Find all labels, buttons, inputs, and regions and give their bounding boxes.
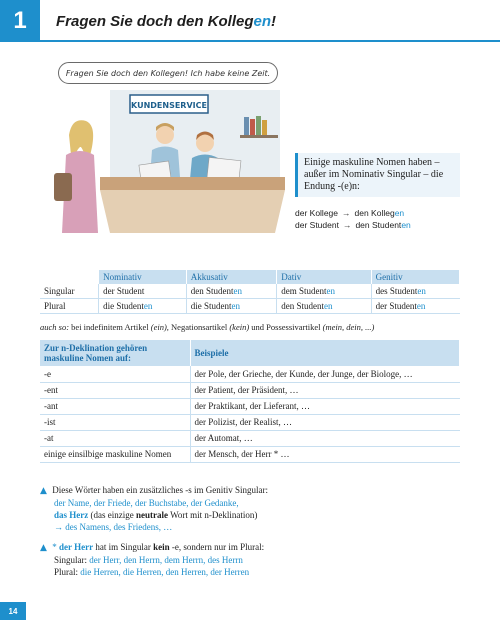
table-row: Plural die Studenten die Studenten den Studenten der Studenten: [40, 299, 460, 314]
page-title: Fragen Sie doch den Kollegen!: [56, 13, 277, 30]
intro-section: [295, 153, 460, 231]
table-row: -ist der Polizist, der Realist, …: [40, 414, 460, 430]
n-declension-table: [40, 340, 460, 463]
table-row: einige einsilbige maskuline Nomen der Mensch, der Herr * …: [40, 446, 460, 462]
intro-examples: [295, 207, 460, 231]
arrow-icon: →: [342, 208, 351, 218]
table-row: -at der Automat, …: [40, 430, 460, 446]
genitive-note: ▲ Diese Wörter haben ein zusätzliches -s im Genitiv Singular: der Name, der Friede, der Buchstabe, der Gedanke, das Herz (das einzige neutrale Wort mit n-Deklination) → des Namens, des Friedens, …: [40, 485, 269, 532]
chapter-number: 1: [0, 0, 40, 42]
svg-text:KUNDENSERVICE: KUNDENSERVICE: [131, 101, 207, 110]
table-header-row: Nominativ Akkusativ Dativ Genitiv: [40, 270, 460, 284]
page-number: 14: [0, 602, 26, 620]
intro-rule: Einige maskuline Nomen haben – außer im Nominativ Singular – die Endung -(e)n:: [295, 153, 460, 197]
table-row: -ant der Praktikant, der Lieferant, …: [40, 398, 460, 414]
herr-note: ▲ * der Herr hat im Singular kein -e, sondern nur im Plural: Singular: der Herr, den Herrn, dem Herrn, des Herrn Plural: die Herren, die Herren, den Herren, der Herren: [40, 542, 265, 577]
header-divider: [40, 40, 500, 42]
auch-so-note: auch so: bei indefinitem Artikel (ein), Negationsartikel (kein) und Possessivartikel (mein, dein, ...): [40, 322, 375, 332]
speech-bubble: Fragen Sie doch den Kollegen! Ich habe keine Zeit.: [58, 62, 278, 84]
declension-table: [40, 270, 460, 314]
arrow-icon: →: [342, 220, 352, 230]
table-row: -e der Pole, der Grieche, der Kunde, der Junge, der Biologe, …: [40, 366, 460, 382]
table-row: Singular der Student den Studenten dem Studenten des Studenten: [40, 284, 460, 299]
table-header-row: Zur n-Deklination gehören maskuline Nomen auf: Beispiele: [40, 340, 460, 366]
warning-icon: ▲: [40, 543, 47, 553]
warning-icon: ▲: [40, 486, 47, 496]
example-row: der Student → den Studenten: [295, 220, 411, 230]
table-row: -ent der Patient, der Präsident, …: [40, 382, 460, 398]
example-row: der Kollege → den Kollegen: [295, 208, 405, 218]
